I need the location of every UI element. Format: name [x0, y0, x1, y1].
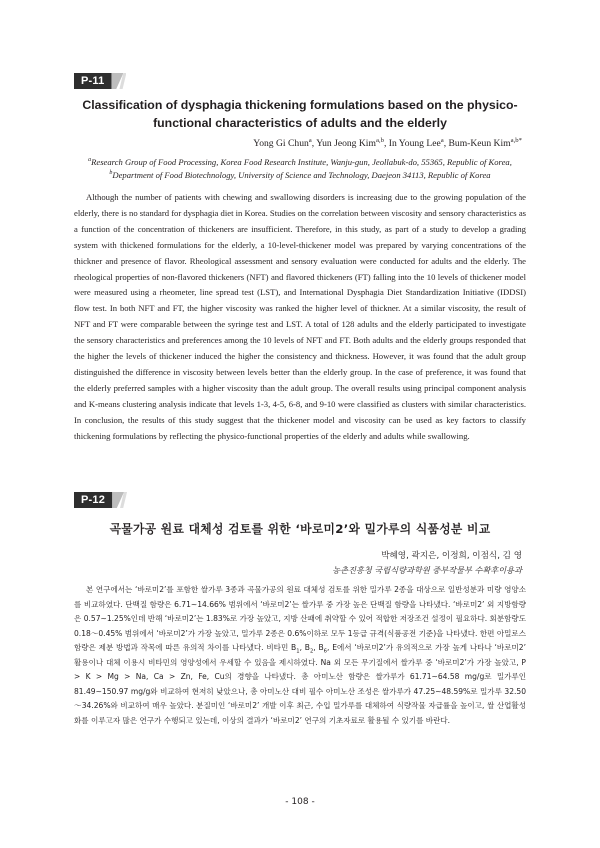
author-superscript: a	[308, 136, 312, 144]
abstract-body-en: Although the number of patients with chewing and swallowing disorders is increasing due to the growing population of the elderly, there is no standard for dysphagia diet in Korea. Studies on the correlation between viscosity and sensory characteristics as a function of the concentration of thickeners are insufficient. Therefore, in this study, as part of a study to develop a grading system with thickened formulations for the elderly, a 10-level-thickener model was prepared by varying concentrations of the thickner and presence of flavor. Rheological assessment and sensory evaluation were conducted for adults and the elderly. The rheological properties of non-flavored thickeners (NFT) and flavored thickeners (FT) falling into the 10 levels of thickener model were measured using a rheometer, line spread test (LST), and International Dysphagia Diet Standardization Initiative (IDDSI) flow test. In both NFT and FT, the higher viscosity was ranked the higher level of thickner. At a similar viscosity, the result of NFT and FT were comparable between the syringe test and LST. A total of 128 adults and the elderly participated to investigate the sensory characteristics and preferences among the 10 levels of NFT and FT. Both adults and the elderly groups responded that the higher the levels of thickener induced the higher the consistency and thickness. However, it was found that the adult group distinguished the difference in viscosity between levels better than the elderly group. In the case of preference, it was found that the elderly preferred samples with a higher viscosity than the adult group. The overall results using principal component analysis and K-means clustering analysis indicate that levels 1-3, 4-5, 6-8, and 9-10 were classified as clusters with similar characteristics. In conclusion, the results of this study suggest that the thickener model and viscosity can be used as key factors to classify thickening formulations by reflecting the physico-functional properties of the elderly and adults while swallowing.	[74, 192, 526, 441]
author-list-ko: 박혜영, 곽지은, 이정희, 이점식, 김 영	[381, 551, 522, 561]
vitamin-subscript: 1	[296, 648, 300, 655]
badge-label: P-12	[74, 492, 113, 508]
badge-label: P-11	[74, 73, 112, 89]
abstract-title-ko: 곡물가공 원료 대체성 검토를 위한 ‘바로미2’와 밀가루의 식품성분 비교	[109, 522, 491, 536]
abstract-title-en: Classification of dysphagia thickening formulations based on the physico-functional characteristics of adults and the elderly	[82, 98, 518, 130]
body-text: , E에서 ‘바로미2’가 유의적으로 가장 높게 나타나 ‘바로미2’ 활용이나 대체 이용시 비타민의 영양성에서 우세할 수 있음을 제시하였다. Na 외 모든 무기질에서 쌀가루 중 ‘바로미2’가 가장 높았고, P > K > Mg > Na, Ca > Zn, Fe, Cu의 경향을 나타냈다. 총 아미노산 함량은 쌀가루가 61.71~64.58 mg/g로 밀가루인 81.49~150.97 mg/g와 비교하여 현저히 낮았으나, 총 아미노산 대비 필수 아미노산 조성은 쌀가루가 47.25~48.59%로 밀가루 32.50～34.26%와 비교하여 매우 높았다. 분질미인 ‘바로미2’ 개발 이후 최근, 수입 밀가루를 대체하여 식량작물 자급률을 높이고, 쌀 산업활성화를 이루고자 많은 연구가 수행되고 있는데, 이상의 결과가 ‘바로미2’ 연구의 기초자료로 활용될 수 있기를 바란다.	[74, 643, 526, 725]
author-list-en: Yong Gi Chun$^a$, Yun Jeong Kim$^{a,b}$, In Young Lee$^a$, Bum-Keun Kim$^{a,b*}$	[253, 136, 522, 149]
author-name: Yun Jeong Kim	[316, 138, 376, 149]
affiliation-list-en	[74, 156, 526, 181]
abstract-badge-p11	[74, 73, 126, 89]
affiliation-text: Department of Food Biotechnology, University of Science and Technology, Daejeon 34113, Republic of Korea	[112, 169, 491, 180]
vitamin-subscript: 2	[309, 648, 314, 655]
affiliation-ko: 농촌진흥청 국립식량과학원 중부작물부 수확후이용과	[332, 565, 522, 575]
abstract-body-ko	[74, 583, 526, 728]
author-name: Bum-Keun Kim	[448, 138, 511, 149]
body-text: , B	[299, 643, 310, 653]
affiliation-text: Research Group of Food Processing, Korea Food Research Institute, Wanju-gun, Jeollabuk-do, 55365, Republic of Korea,	[91, 157, 512, 167]
body-text: , B	[313, 643, 324, 653]
affiliation-superscript: a	[88, 157, 92, 164]
affiliation-superscript: b	[109, 169, 113, 176]
affiliation-line	[74, 156, 526, 169]
page-number: - 108 -	[285, 797, 315, 807]
author-superscript: a	[440, 136, 444, 144]
author-superscript: a,b	[375, 136, 384, 144]
body-text: 본 연구에서는 ‘바로미2’를 포함한 쌀가루 3종과 곡물가공의 원료 대체성 검토를 위한 밀가루 2종을 대상으로 일반성분과 미량 영양소를 비교하였다. 단백질 함량은 6.71~14.66% 범위에서 ‘바로미2’는 쌀가루 중 가장 높은 단백질 함량을 나타냈다. ‘바로미2’ 외 지방함량은 0.57~1.25%인데 반해 ‘바로미2’는 1.83%로 가장 높았고, 지방 산패에 취약할 수 있어 적합한 저장조건 설정이 필요하다. 회분함량도 0.18～0.45% 범위에서 ‘바로미2’가 가장 높았고, 밀가루 2종은 0.6%이하로 모두 1등급 규격(식품공전 기준)을 나타냈다. 한편 아밀로스 함량은 제분 방법과 작목에 따른 유의적 차이를 나타냈다. 비타민 B	[74, 585, 526, 653]
affiliation-line	[74, 169, 526, 182]
vitamin-subscript: 6	[323, 648, 328, 655]
author-name: In Young Lee	[388, 138, 441, 149]
author-name: Yong Gi Chun	[253, 138, 309, 149]
author-superscript: a,b*	[510, 136, 522, 144]
abstract-badge-p12	[74, 492, 127, 508]
